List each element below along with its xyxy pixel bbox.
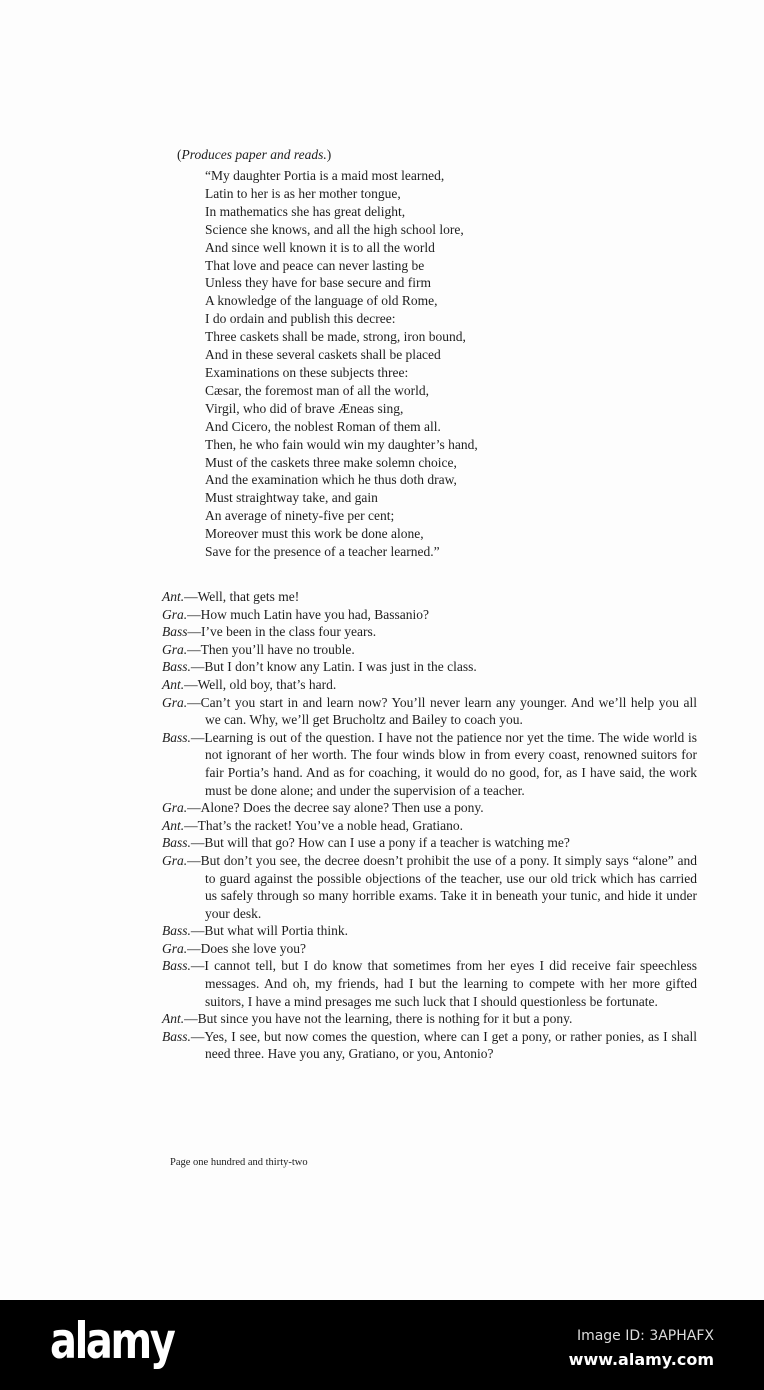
alamy-logo: alamy	[50, 1312, 174, 1370]
dialogue-line	[162, 623, 697, 641]
poem-line: That love and peace can never lasting be	[205, 257, 425, 273]
poem-line: Save for the presence of a teacher learned.”	[205, 544, 440, 560]
poem-line: Three caskets shall be made, strong, iron bound,	[205, 329, 466, 345]
dialogue-line	[162, 1010, 697, 1028]
dialogue-line	[162, 588, 697, 606]
speaker-name: Bass.	[162, 1028, 191, 1044]
dialogue	[162, 588, 697, 1063]
poem-line: Latin to her is as her mother tongue,	[205, 185, 401, 201]
speech-text: —Yes, I see, but now comes the question, where can I get a pony, or rather ponies, as I shall need three. Have you any, Gratiano, or you, Antonio?	[190, 1028, 697, 1062]
dialogue-line	[162, 694, 697, 729]
image-id: Image ID: 3APHAFX	[576, 1328, 714, 1344]
dialogue-line	[162, 922, 697, 940]
poem-line: Must of the caskets three make solemn choice,	[205, 454, 457, 470]
speech-text: —But since you have not the learning, there is nothing for it but a pony.	[184, 1011, 573, 1027]
speaker-name: Bass.	[162, 835, 191, 851]
speaker-name: Bass.	[162, 958, 191, 974]
speaker-name: Bass.	[162, 923, 191, 939]
speech-text: —But what will Portia think.	[190, 923, 349, 939]
poem-line: And the examination which he thus doth draw,	[205, 472, 457, 488]
speech-text: —But I don’t know any Latin. I was just in the class.	[190, 659, 477, 675]
speech-text: —Learning is out of the question. I have not the patience nor yet the time. The wide world is not ignorant of her worth. The four winds blow in from every coast, renowned suitors for fair Portia’s hand. And as for coaching, it would do no good, for, as I have said, the work must be done alone; and under the supervision of a teacher.	[190, 729, 697, 798]
speaker-name: Bass	[162, 624, 188, 640]
poem-line: Science she knows, and all the high school lore,	[205, 221, 464, 237]
paren: (	[177, 147, 182, 162]
paren: )	[326, 147, 332, 162]
speaker-name: Gra.	[162, 940, 188, 956]
poem-line: I do ordain and publish this decree:	[205, 311, 396, 327]
speaker-name: Gra.	[162, 800, 188, 816]
watermark-url: www.alamy.com	[568, 1350, 714, 1369]
speaker-name: Gra.	[162, 641, 188, 657]
poem-line: Cæsar, the foremost man of all the world,	[205, 382, 430, 398]
speaker-name: Gra.	[162, 606, 188, 622]
page-number-footer: Page one hundred and thirty-two	[170, 1157, 308, 1168]
speech-text: —Well, old boy, that’s hard.	[184, 676, 337, 692]
poem-line: Unless they have for base secure and firm	[205, 275, 432, 291]
speech-text: —That’s the racket! You’ve a noble head, Gratiano.	[184, 817, 464, 833]
speaker-name: Ant.	[162, 589, 185, 604]
poem-line: And in these several caskets shall be placed	[205, 347, 441, 363]
speech-text: —I cannot tell, but I do know that sometimes from her eyes I did receive fair speechless messages. And oh, my friends, had I but the learning to compete with her more gifted suitors, I have a mind presages me such luck that I should questionless be fortunate.	[190, 958, 697, 1009]
poem-line: And Cicero, the noblest Roman of them all.	[205, 418, 441, 434]
poem-line: Virgil, who did of brave Æneas sing,	[205, 400, 404, 416]
poem-line: Moreover must this work be done alone,	[205, 526, 424, 542]
dialogue-line	[162, 641, 697, 659]
speech-text: —Then you’ll have no trouble.	[187, 641, 355, 657]
poem-line: A knowledge of the language of old Rome,	[205, 293, 438, 309]
speaker-name: Ant.	[162, 1011, 185, 1027]
poem-line: Examinations on these subjects three:	[205, 364, 409, 380]
poem-line: Then, he who fain would win my daughter’s hand,	[205, 436, 478, 452]
dialogue-line	[162, 817, 697, 835]
speaker-name: Gra.	[162, 852, 188, 868]
poem-line: In mathematics she has great delight,	[205, 203, 406, 219]
dialogue-line	[162, 834, 697, 852]
poem-decree	[205, 167, 478, 561]
speaker-name: Gra.	[162, 694, 188, 710]
speaker-name: Bass.	[162, 659, 191, 675]
poem-line: An average of ninety-five per cent;	[205, 508, 395, 524]
dialogue-line	[162, 606, 697, 624]
watermark-bar	[0, 1300, 764, 1390]
speech-text: —Alone? Does the decree say alone? Then use a pony.	[187, 800, 484, 816]
dialogue-line	[162, 957, 697, 1010]
stage-direction	[177, 147, 331, 163]
poem-line: And since well known it is to all the world	[205, 239, 435, 255]
speech-text: —Well, that gets me!	[184, 589, 300, 604]
dialogue-line	[162, 799, 697, 817]
stage-direction-text: Produces paper and reads.	[181, 147, 327, 162]
speech-text: —How much Latin have you had, Bassanio?	[187, 606, 429, 622]
speech-text: —I’ve been in the class four years.	[187, 624, 377, 640]
speech-text: —But will that go? How can I use a pony if a teacher is watching me?	[190, 835, 570, 851]
dialogue-line	[162, 676, 697, 694]
speaker-name: Bass.	[162, 729, 191, 745]
dialogue-line	[162, 1028, 697, 1063]
speaker-name: Ant.	[162, 817, 185, 833]
dialogue-line	[162, 940, 697, 958]
speaker-name: Ant.	[162, 676, 185, 692]
speech-text: —Does she love you?	[187, 940, 306, 956]
speech-text: —Can’t you start in and learn now? You’ll never learn any younger. And we’ll help you all we can. Why, we’ll get Brucholtz and Bailey to coach you.	[187, 694, 697, 728]
dialogue-line	[162, 852, 697, 922]
dialogue-line	[162, 658, 697, 676]
speech-text: —But don’t you see, the decree doesn’t prohibit the use of a pony. It simply says “alone” and to guard against the possible objections of the teacher, use our old trick which has carried us safely through so many horrible exams. Take it in beneath your tunic, and hide it under your desk.	[187, 852, 697, 921]
poem-line: Must straightway take, and gain	[205, 490, 378, 506]
dialogue-line	[162, 729, 697, 799]
poem-line: “My daughter Portia is a maid most learned,	[205, 168, 445, 183]
